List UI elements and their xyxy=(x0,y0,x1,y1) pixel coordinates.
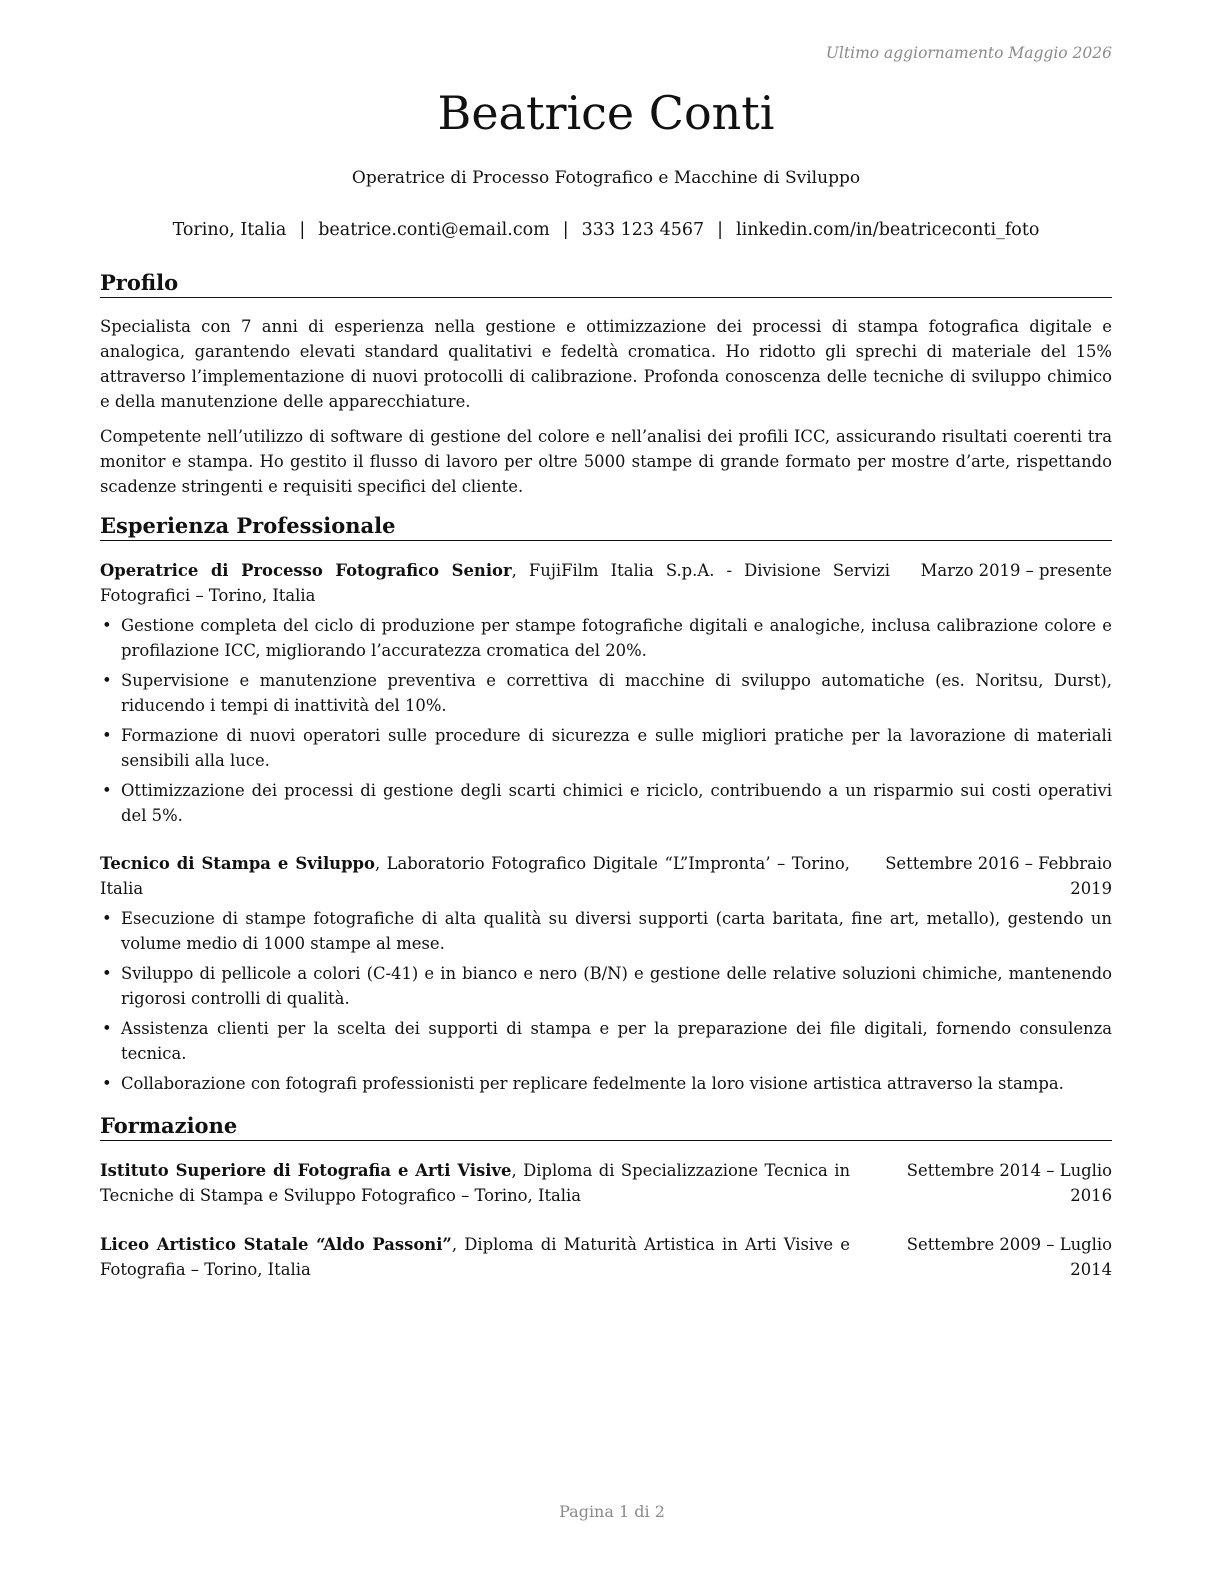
job-title xyxy=(100,558,890,608)
list-item xyxy=(100,1016,1112,1066)
bullet-text: Sviluppo di pellicole a colori (C-41) e in bianco e nero (B/N) e gestione delle relative soluzioni chimiche, mantenendo rigorosi controlli di qualità. xyxy=(121,964,1112,1008)
education-title xyxy=(100,1232,850,1282)
job-bullets xyxy=(100,906,1112,1101)
list-item xyxy=(100,1071,1112,1096)
education-header xyxy=(100,1232,1112,1282)
list-item xyxy=(100,668,1112,718)
education-header xyxy=(100,1158,1112,1208)
page-number: Pagina 1 di 2 xyxy=(559,1502,665,1521)
list-item xyxy=(100,723,1112,773)
section-title-experience: Esperienza Professionale xyxy=(100,513,1112,541)
education-school: Istituto Superiore di Fotografia e Arti Visive xyxy=(100,1161,512,1180)
bullet-icon: • xyxy=(102,616,112,635)
bullet-text: Supervisione e manutenzione preventiva e correttiva di macchine di sviluppo automatiche (es. Noritsu, Durst), riducendo i tempi di inattività del 10%. xyxy=(121,671,1112,715)
bullet-text: Formazione di nuovi operatori sulle procedure di sicurezza e sulle migliori pratiche per la lavorazione di materiali sensibili alla luce. xyxy=(121,726,1112,770)
bullet-text: Assistenza clienti per la scelta dei supporti di stampa e per la preparazione dei file digitali, fornendo consulenza tecnica. xyxy=(121,1019,1112,1063)
bullet-icon: • xyxy=(102,781,112,800)
job-bullets xyxy=(100,613,1112,833)
section-title-education: Formazione xyxy=(100,1113,1112,1141)
contact-separator: | xyxy=(299,220,306,240)
list-item xyxy=(100,961,1112,1011)
bullet-icon: • xyxy=(102,726,112,745)
profile-paragraph: Competente nell’utilizzo di software di gestione del colore e nell’analisi dei profili ICC, assicurando risultati coerenti tra monitor e stampa. Ho gestito il flusso di lavoro per oltre 5000 stampe di grande formato per mostre d’arte, rispettando scadenze stringenti e requisiti specifici del cliente. xyxy=(100,427,1112,496)
contact-separator: | xyxy=(717,220,724,240)
bullet-icon: • xyxy=(102,671,112,690)
bullet-icon: • xyxy=(102,964,112,983)
candidate-title: Operatrice di Processo Fotografico e Macchine di Sviluppo xyxy=(351,168,861,188)
education-dates: Settembre 2014 – Luglio 2016 xyxy=(906,1161,1112,1205)
section-title-profile: Profilo xyxy=(100,270,1112,298)
candidate-name: Beatrice Conti xyxy=(437,86,775,140)
list-item xyxy=(100,906,1112,956)
education-detail: , Diploma di Maturità Artistica in Arti Visive e Fotografia – Torino, Italia xyxy=(100,1235,851,1279)
bullet-icon: • xyxy=(102,1074,112,1093)
job-title xyxy=(100,851,850,901)
job-role: Operatrice di Processo Fotografico Senior xyxy=(100,561,512,580)
bullet-icon: • xyxy=(102,1019,112,1038)
list-item xyxy=(100,778,1112,828)
job-header xyxy=(100,558,1112,608)
bullet-icon: • xyxy=(102,909,112,928)
contact-separator: | xyxy=(562,220,569,240)
education-detail: , Diploma di Specializzazione Tecnica in Tecniche di Stampa e Sviluppo Fotografico – Torino, Italia xyxy=(100,1161,851,1205)
education-dates: Settembre 2009 – Luglio 2014 xyxy=(906,1235,1112,1279)
job-role: Tecnico di Stampa e Sviluppo xyxy=(100,854,375,873)
education-title xyxy=(100,1158,850,1208)
job-org: , Laboratorio Fotografico Digitale “L”Impronta’ – Torino, Italia xyxy=(100,854,850,898)
job-dates: Settembre 2016 – Febbraio 2019 xyxy=(885,854,1112,898)
contact-line xyxy=(100,220,1112,240)
bullet-text: Collaborazione con fotografi professionisti per replicare fedelmente la loro visione artistica attraverso la stampa. xyxy=(121,1074,1064,1093)
job-org: , FujiFilm Italia S.p.A. - Divisione Servizi Fotografici – Torino, Italia xyxy=(100,561,890,605)
list-item xyxy=(100,613,1112,663)
bullet-text: Gestione completa del ciclo di produzione per stampe fotografiche digitali e analogiche, inclusa calibrazione colore e profilazione ICC, migliorando l’accuratezza cromatica del 20%. xyxy=(121,616,1112,660)
last-updated: Ultimo aggiornamento Maggio 2026 xyxy=(825,44,1112,62)
contact-linkedin[interactable]: linkedin.com/in/beatriceconti_foto xyxy=(736,220,1040,240)
contact-phone[interactable]: 333 123 4567 xyxy=(581,220,705,240)
profile-paragraph: Specialista con 7 anni di esperienza nella gestione e ottimizzazione dei processi di stampa fotografica digitale e analogica, garantendo elevati standard qualitativi e fedeltà cromatica. Ho ridotto gli sprechi di materiale del 15% attraverso l’implementazione di nuovi protocolli di calibrazione. Profonda conoscenza delle tecniche di sviluppo chimico e della manutenzione delle apparecchiature. xyxy=(100,317,1112,411)
contact-location: Torino, Italia xyxy=(172,220,287,240)
job-dates: Marzo 2019 – presente xyxy=(920,561,1112,580)
education-school: Liceo Artistico Statale “Aldo Passoni” xyxy=(100,1235,452,1254)
bullet-text: Ottimizzazione dei processi di gestione degli scarti chimici e riciclo, contribuendo a un risparmio sui costi operativi del 5%. xyxy=(121,781,1112,825)
job-header xyxy=(100,851,1112,901)
contact-email[interactable]: beatrice.conti@email.com xyxy=(318,220,550,240)
bullet-text: Esecuzione di stampe fotografiche di alta qualità su diversi supporti (carta baritata, fine art, metallo), gestendo un volume medio di 1000 stampe al mese. xyxy=(121,909,1112,953)
